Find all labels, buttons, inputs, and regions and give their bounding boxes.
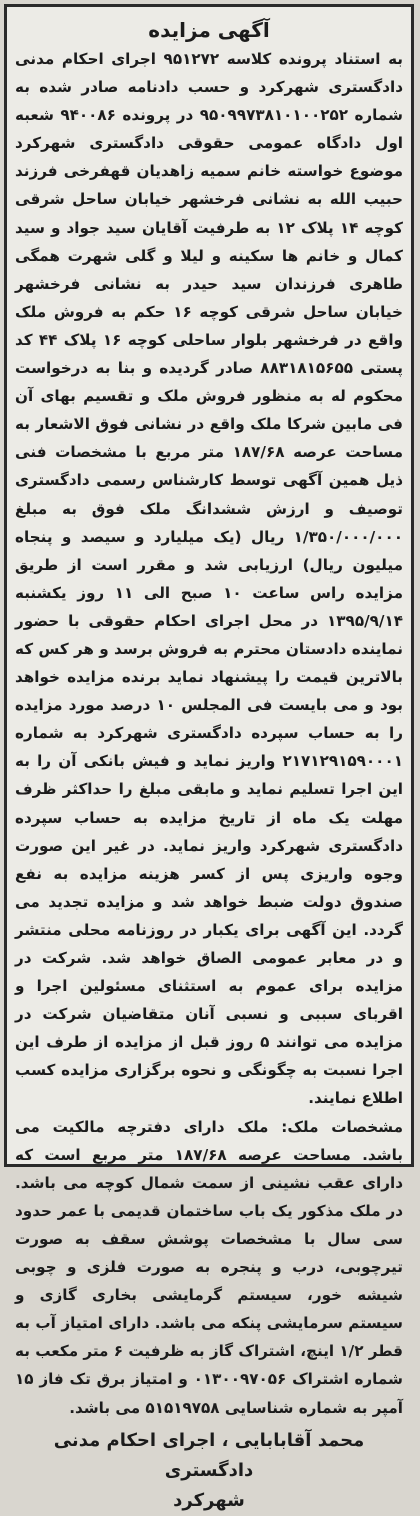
notice-title: آگهی مزایده	[148, 18, 270, 42]
signature-name: محمد آقابابایی ، اجرای احکام مدنی دادگستری	[53, 1429, 365, 1481]
notice-body: به استناد پرونده کلاسه ۹۵۱۲۷۲ اجرای احکام مدنی دادگستری شهرکرد و حسب دادنامه صادر شده به شماره ۹۵۰۹۹۷۳۸۱۰۱۰۰۲۵۲ در پرونده ۹۴۰۰۸۶ شعبه اول دادگاه عمومی حقوقی دادگستری شهرکرد موضوع خواسته خانم سمیه زاهدیان قهفرخی فرزند حبیب الله به نشانی فرخشهر خیابان ساحل شرقی کوچه ۱۴ پلاک ۱۲ به طرفیت آقایان سید جواد و سید کمال و خانم ها سکینه و لیلا و گلی شهرت همگی طاهری فرزندان سید حیدر به نشانی فرخشهر خیابان ساحل شرقی کوچه ۱۶ حکم به فروش ملک واقع در فرخشهر بلوار ساحلی کوچه ۱۶ پلاک ۴۴ کد پستی ۸۸۳۱۸۱۵۶۵۵ صادر گردیده و بنا به درخواست محکوم له به منظور فروش ملک و تقسیم بهای آن فی مابین شرکا ملک واقع در نشانی فوق الاشعار به مساحت عرصه ۱۸۷/۶۸ متر مربع با مشخصات فنی ذیل همین آگهی توسط کارشناس رسمی دادگستری توصیف و ارزش ششدانگ ملک فوق به مبلغ ۱/۳۵۰/۰۰۰/۰۰۰ ریال (یک میلیارد و سیصد و پنجاه میلیون ریال) ارزیابی شد و مقرر است از طریق مزایده راس ساعت ۱۰ صبح الی ۱۱ روز یکشنبه ۱۳۹۵/۹/۱۴ در محل اجرای احکام حقوقی با حضور نماینده دادستان محترم به فروش برسد و هر کس که بالاترین قیمت را پیشنهاد نماید برنده مزایده خواهد بود و می بایست فی المجلس ۱۰ درصد مورد مزایده را به حساب سپرده دادگستری شهرکرد به شماره ۲۱۷۱۲۹۱۵۹۰۰۰۱ واریز نماید و فیش بانکی آن را به این اجرا تسلیم نماید و مابقی مبلغ را حداکثر ظرف مهلت یک ماه از تاریخ مزایده به حساب سپرده دادگستری شهرکرد واریز نماید. در غیر این صورت وجوه واریزی پس از کسر هزینه مزایده به نفع صندوق دولت ضبط خواهد شد و مزایده تجدید می گردد. این آگهی برای یکبار در روزنامه محلی منتشر و در معابر عمومی الصاق خواهد شد. شرکت در مزایده برای عموم به استثنای مسئولین اجرا و اقربای سببی و نسبی آنان متقاضیان شرکت در مزایده می توانند ۵ روز قبل از مزایده از طرف این اجرا نسبت به چگونگی و نحوه برگزاری مزایده کسب اطلاع نمایند.	[15, 50, 404, 1108]
notice-content	[15, 13, 404, 1511]
signature	[15, 1426, 403, 1516]
signature-city: شهرکرد	[173, 1489, 245, 1511]
notice-frame	[4, 4, 414, 1511]
property-specs: مشخصات ملک: ملک دارای دفترچه مالکیت می باشد. مساحت عرصه ۱۸۷/۶۸ متر مربع است که دارای عقب نشینی از سمت شمال کوچه می باشد. در ملک مذکور یک باب ساختمان قدیمی با عمر حدود سی سال با مشخصات پوشش سقف به صورت تیرچوبی، درب و پنجره به صورت فلزی و چوبی شیشه خور، سیستم گرمایشی بخاری گازی و سیستم سرمایشی پنکه می باشد. دارای امتیاز آب به قطر ۱/۲ اینچ، اشتراک گاز به ظرفیت ۶ متر مکعب به شماره اشتراک ۰۱۳۰۰۹۷۰۵۶ و امتیاز برق تک فاز ۱۵ آمپر به شماره شناسایی ۵۱۵۱۹۷۵۸ می باشد.	[15, 1117, 403, 1417]
